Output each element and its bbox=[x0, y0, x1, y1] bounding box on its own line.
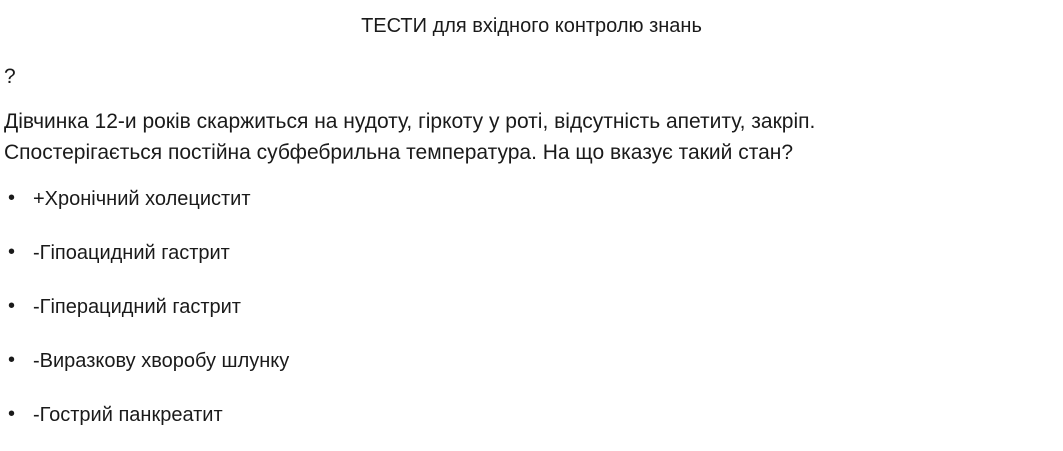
page-title: ТЕСТИ для вхідного контролю знань bbox=[361, 15, 702, 37]
list-item[interactable] bbox=[0, 294, 1063, 320]
list-item[interactable] bbox=[0, 348, 1063, 374]
answer-label: +Хронічний холецистит bbox=[33, 188, 251, 211]
list-item[interactable] bbox=[0, 402, 1063, 428]
answer-label: -Гіперацидний гастрит bbox=[33, 296, 241, 319]
document-page bbox=[0, 14, 1063, 451]
list-item[interactable] bbox=[0, 186, 1063, 212]
question-marker: ? bbox=[4, 65, 16, 88]
answer-label: -Гострий панкреатит bbox=[33, 404, 223, 427]
question-text-tail: Спостерігається постійна субфебрильна температура. На що вказує такий стан? bbox=[4, 140, 794, 164]
list-item[interactable] bbox=[0, 240, 1063, 266]
answer-label: -Гіпоацидний гастрит bbox=[33, 242, 230, 265]
answer-label: -Виразкову хворобу шлунку bbox=[33, 350, 290, 373]
question-text bbox=[4, 107, 1063, 168]
answer-list bbox=[0, 186, 1063, 428]
question-text-main: Дівчинка 12-и років скаржиться на нудоту, гіркоту у роті, відсутність апетиту, закріп. bbox=[4, 110, 816, 134]
